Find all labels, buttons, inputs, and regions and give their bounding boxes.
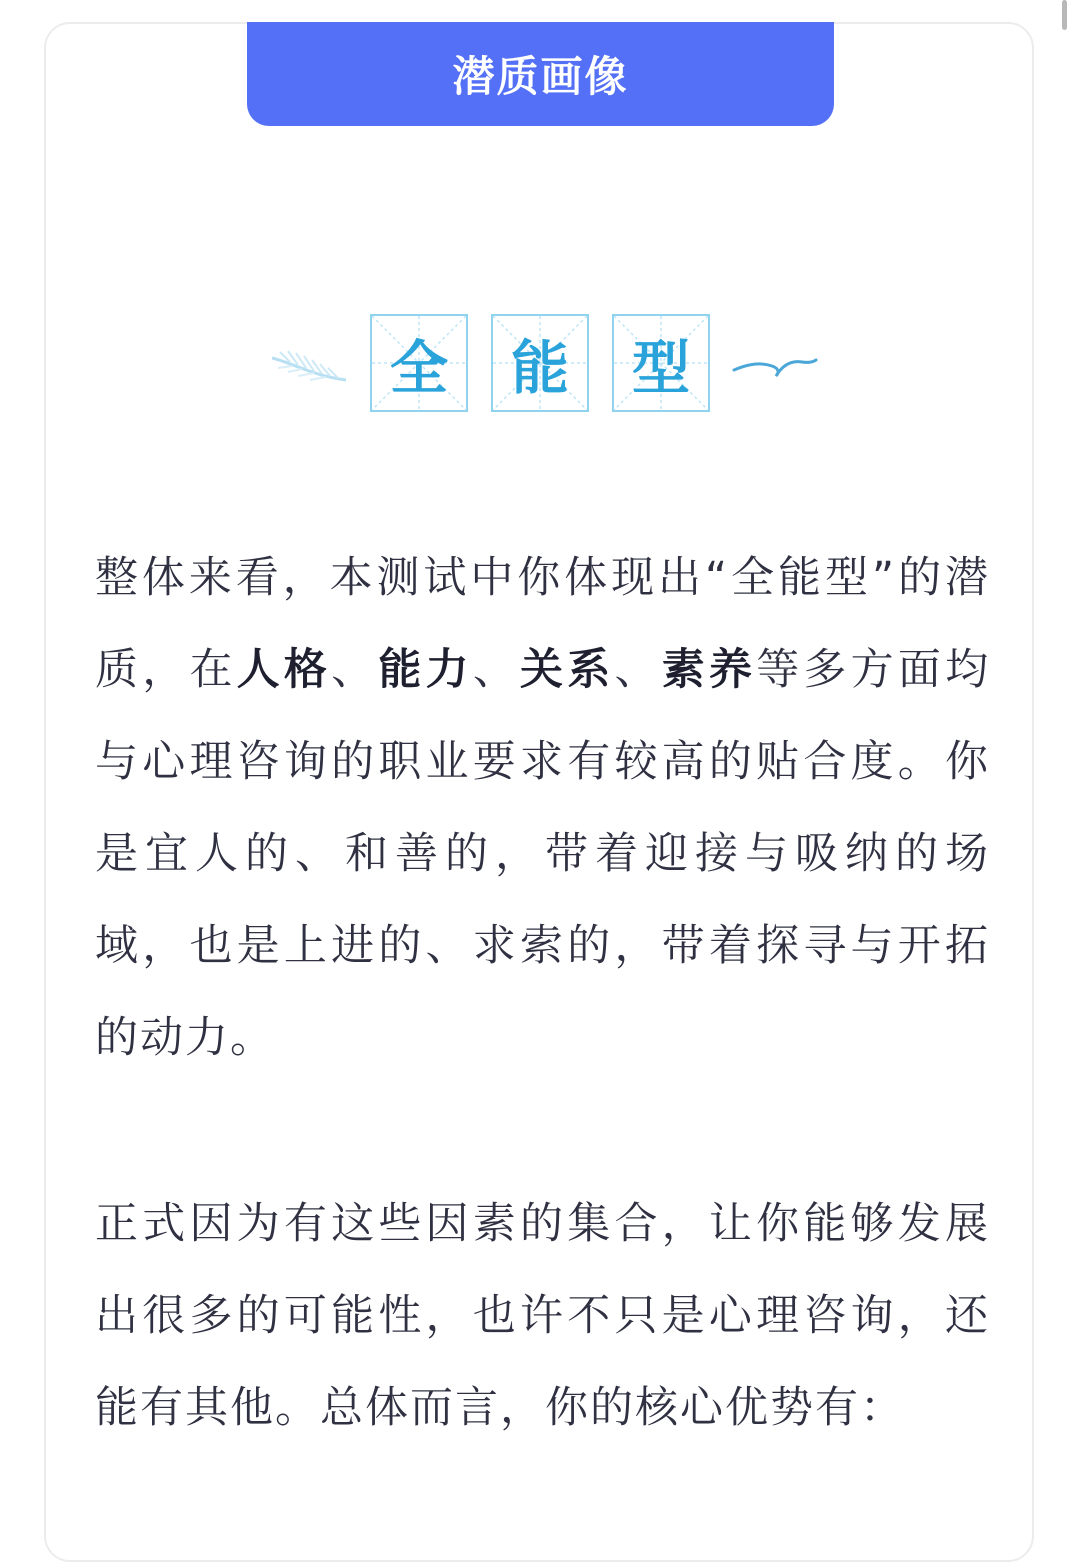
type-label-row [0, 314, 1080, 414]
type-char-box-2 [491, 314, 589, 412]
type-char-box-3 [612, 314, 710, 412]
type-char: 全 [389, 334, 448, 402]
separator: 、 [331, 645, 379, 695]
separator: 、 [614, 645, 662, 695]
highlight-relationship: 关系 [520, 645, 615, 695]
type-char-box-1 [370, 314, 468, 412]
highlight-personality: 人格 [236, 645, 332, 695]
highlight-ability: 能力 [378, 645, 473, 695]
summary-paragraph [95, 532, 990, 1084]
section-title: 潜质画像 [452, 52, 629, 101]
feather-decoration-icon [268, 338, 358, 388]
type-char: 能 [510, 334, 569, 402]
strengths-intro-text: 正式因为有这些因素的集合，让你能够发展出很多的可能性，也许不只是心理咨询，还能有其他。总体而言，你的核心优势有： [95, 1199, 990, 1433]
summary-text-part: 等多方面均与心理咨询的职业要求有较高的贴合度。你是宜人的、和善的，带着迎接与吸纳的场域，也是上进的、求索的，带着探寻与开拓的动力。 [95, 645, 991, 1063]
section-header-tab [247, 22, 834, 126]
strengths-intro-paragraph [95, 1178, 990, 1454]
type-char: 型 [631, 334, 690, 402]
bird-decoration-icon [730, 348, 820, 388]
scroll-indicator[interactable] [1062, 0, 1067, 30]
separator: 、 [472, 645, 521, 695]
summary-text-part: 整体来看，本测试中你体现出“全能型”的潜质，在 [95, 553, 990, 695]
highlight-literacy: 素养 [661, 645, 757, 695]
